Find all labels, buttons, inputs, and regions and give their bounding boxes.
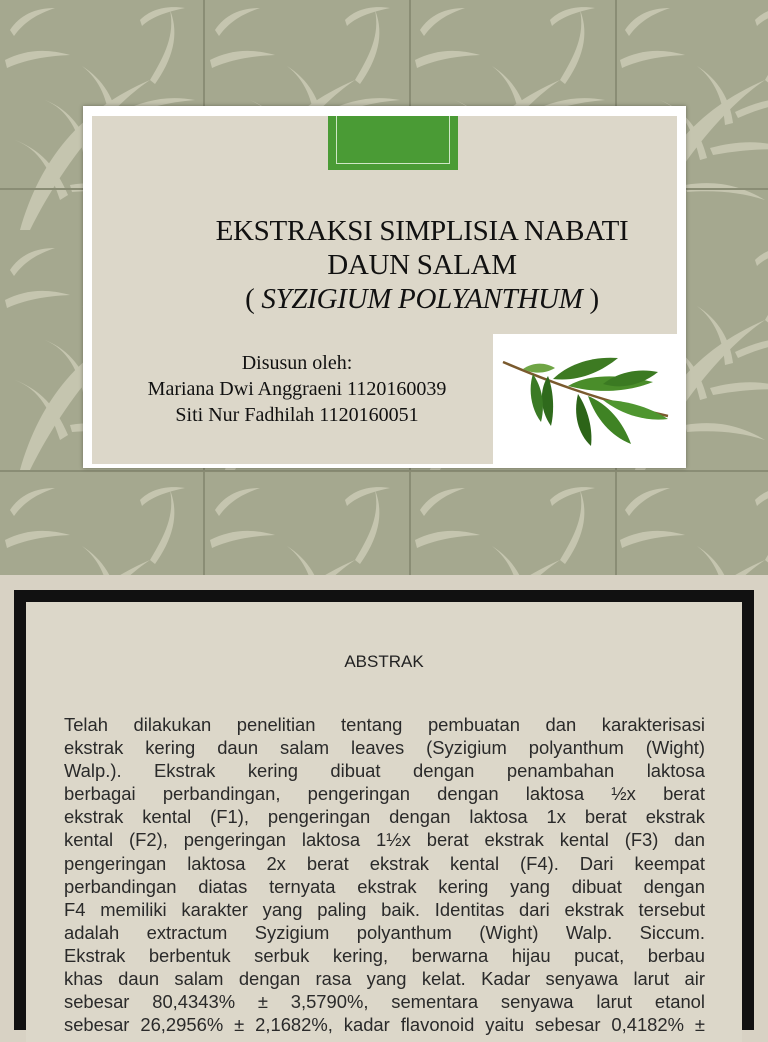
abstract-panel [26,602,742,1042]
bay-leaf-branch-icon [493,334,686,464]
title-line-3 [182,282,662,316]
author-2: Siti Nur Fadhilah 1120160051 [175,404,419,426]
abstract-line: Ekstrak berbentuk serbuk kering, berwarna hijau pucat, berbau [64,944,705,966]
author-block [112,350,482,428]
abstract-line: ekstrak kering daun salam leaves (Syzigium polyanthum (Wight) [64,737,705,759]
abstract-line: sebesar 26,2956% ± 2,1682%, kadar flavonoid yaitu sebesar 0,4182% ± [64,1014,705,1036]
abstract-slide [14,590,754,1036]
title-line-2: DAUN SALAM [327,249,517,281]
abstract-heading: ABSTRAK [344,652,424,671]
bay-leaf-image [493,334,686,464]
abstract-line: adalah extractum Syzigium polyanthum (Wight) Walp. Siccum. [64,921,705,943]
title-card [83,106,686,468]
abstract-line: kental (F2), pengeringan laktosa 1½x berat ekstrak kental (F3) dan [64,829,705,851]
abstract-line: pengeringan laktosa 2x berat ekstrak kental (F4). Dari keempat [64,852,705,874]
slide-title [182,214,662,316]
abstract-line: Telah dilakukan penelitian tentang pembuatan dan karakterisasi [64,714,705,735]
slide-divider [0,575,768,587]
title-paren-close: ) [582,283,599,315]
abstract-line: F4 memiliki karakter yang paling baik. Identitas dari ekstrak tersebut [64,898,705,920]
abstract-line: perbandingan diatas ternyata ekstrak kering yang dibuat dengan [64,875,705,897]
green-accent-tab [328,116,458,170]
tile-seam [0,470,768,472]
abstract-body [64,713,705,1036]
abstract-line: ekstrak kental (F1), pengeringan dengan laktosa 1x berat ekstrak [64,806,705,828]
title-paren-open: ( [245,283,262,315]
abstract-line: Walp.). Ekstrak kering dibuat dengan penambahan laktosa [64,760,705,782]
abstract-line: berbagai perbandingan, pengeringan dengan laktosa ½x berat [64,783,705,805]
author-1: Mariana Dwi Anggraeni 1120160039 [147,378,447,400]
abstract-line: sebesar 80,4343% ± 3,5790%, sementara senyawa larut etanol [64,991,705,1013]
byline-label: Disusun oleh: [241,352,353,374]
tab-inner-border [336,116,450,164]
title-scientific-name: SYZIGIUM POLYANTHUM [261,283,583,315]
title-line-1: EKSTRAKSI SIMPLISIA NABATI [215,215,629,247]
abstract-line: khas daun salam dengan rasa yang kelat. Kadar senyawa larut air [64,968,705,990]
